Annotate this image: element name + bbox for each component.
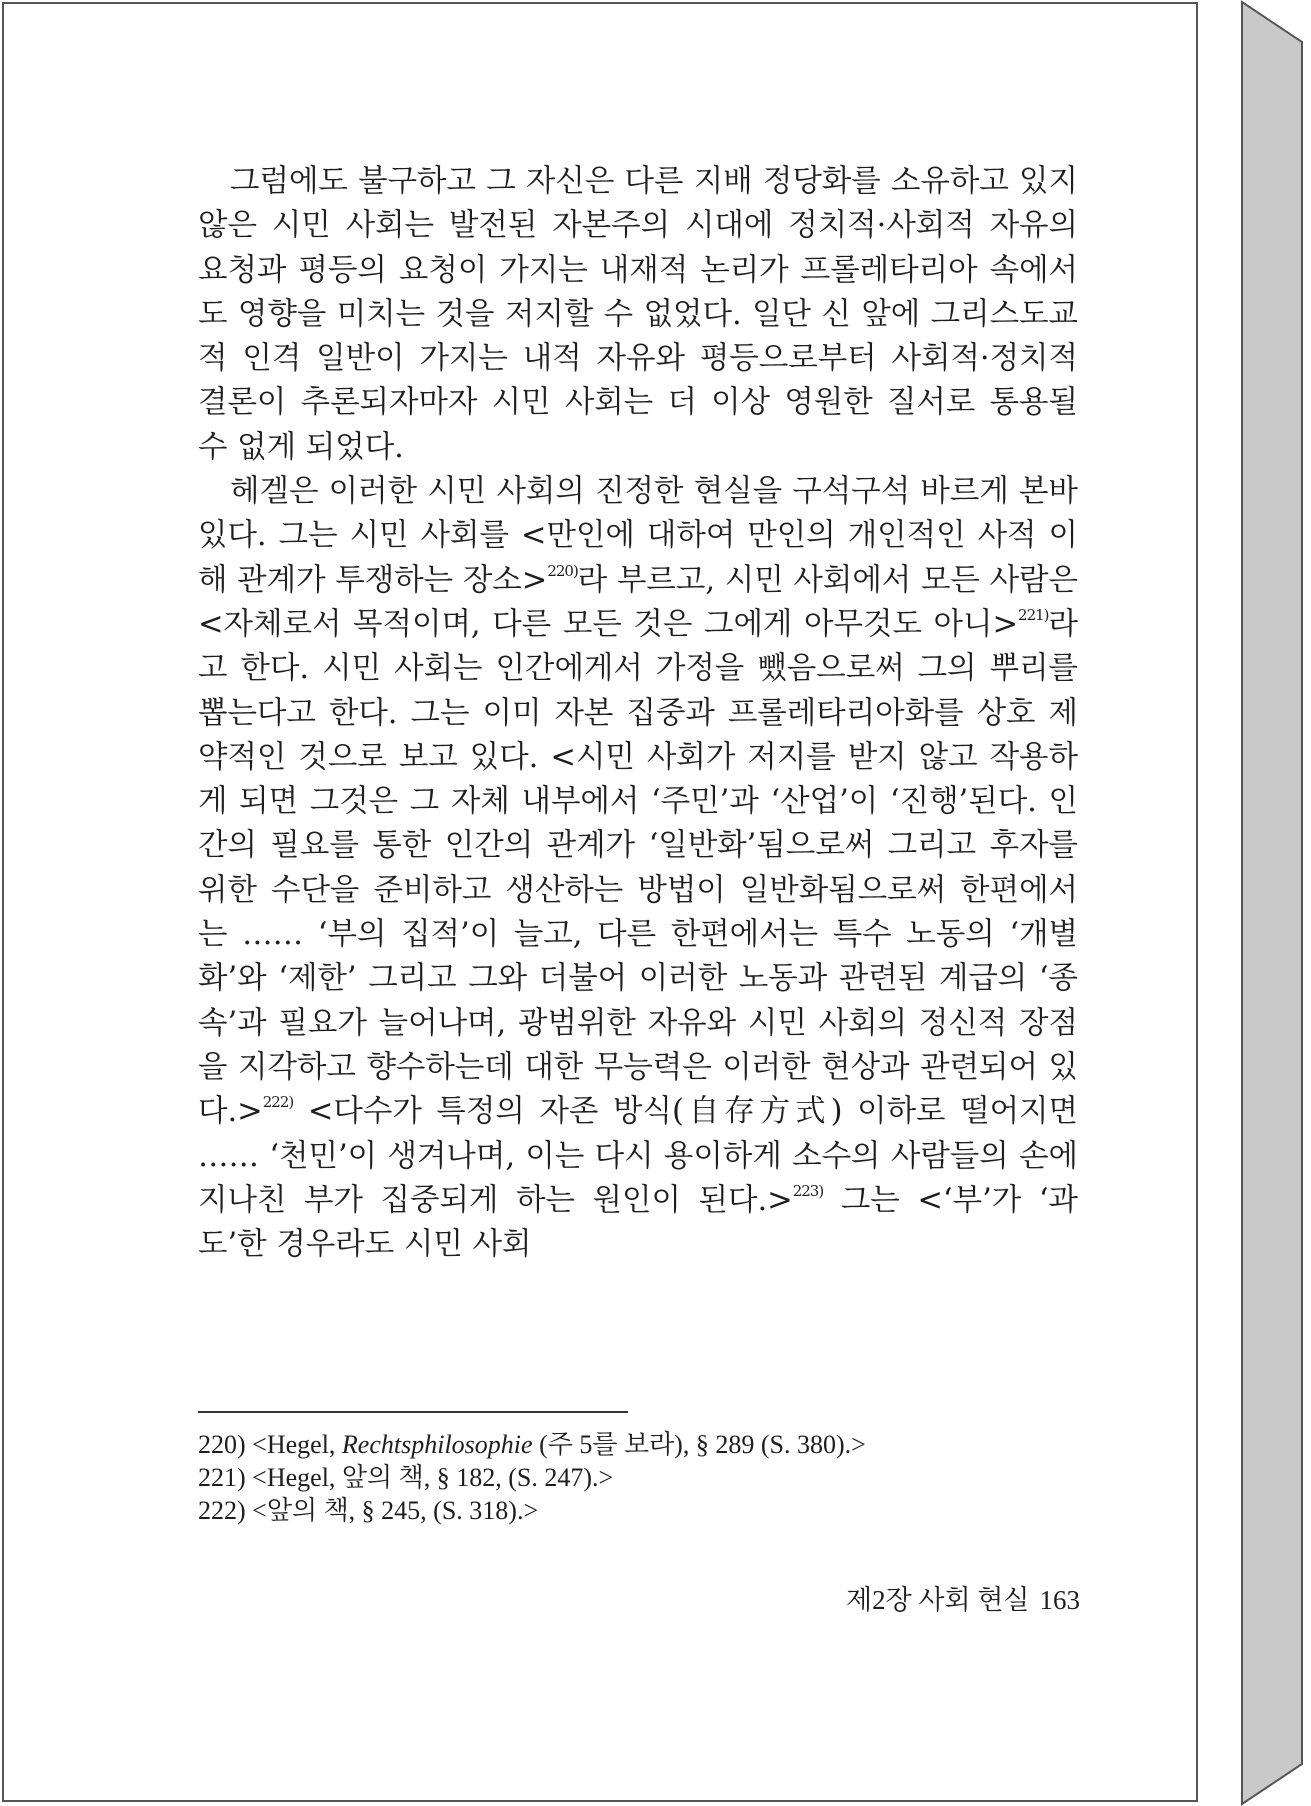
book-spine-shape [1198,0,1310,1806]
footnote-text: (주 5를 보라), § 289 (S. 380).> [532,1430,866,1459]
footnote-ref-220: 220) [547,561,578,580]
footnote-number: 221) [198,1463,246,1492]
paragraph-2-text-e: 그는 <‘부’가 ‘과도’한 경우라도 시민 사회 [198,1182,1078,1263]
chapter-title: 제2장 사회 현실 [846,1585,1030,1615]
footnote-book-title: Rechtsphilosophie [341,1430,533,1459]
body-text [198,160,1078,1267]
paragraph-2-text-b: 라 부르고, 시민 사회에서 모든 사람은 <자체로서 목적이며, 다른 모든 것은 그에게 아무것도 아니> [198,562,1078,642]
paragraph-2-text-a: 헤겔은 이러한 시민 사회의 진정한 현실을 구석구석 바르게 본바 있다. 그는 시민 사회를 <만인에 대하여 만인의 개인적인 사적 이해 관계가 투쟁하는 장소> [198,474,1078,598]
footnote-number: 222) [198,1496,246,1525]
paragraph-2 [198,470,1078,1267]
footnote-221 [198,1461,1098,1494]
paragraph-2-text-d: <다수가 특정의 자존 방식(自存方式) 이하로 떨어지면 …… ‘천민’이 생겨나며, 이는 다시 용이하게 소수의 사람들의 손에 지나친 부가 집중되게 하는 원인이 된다.> [198,1094,1078,1218]
footnote-text: <Hegel, [252,1430,342,1459]
footnote-ref-223: 223) [792,1181,824,1200]
paragraph-1: 그럼에도 불구하고 그 자신은 다른 지배 정당화를 소유하고 있지 않은 시민 사회는 발전된 자본주의 시대에 정치적·사회적 자유의 요청과 평등의 요청이 가지는 내재적 논리가 프롤레타리아 속에서도 영향을 미치는 것을 저지할 수 없었다. 일단 신 앞에 그리스도교적 인격 일반이 가지는 내적 자유와 평등으로부터 사회적·정치적 결론이 추론되자마자 시민 사회는 더 이상 영원한 질서로 통용될 수 없게 되었다. [198,164,1078,465]
footnote-number: 220) [198,1430,246,1459]
footnotes [198,1428,1098,1527]
footnote-text: <앞의 책, § 245, (S. 318).> [252,1496,539,1525]
footnote-222 [198,1494,1098,1527]
paragraph-2-text-c: 라고 한다. 시민 사회는 인간에게서 가정을 뺐음으로써 그의 뿌리를 뽑는다고 한다. 그는 이미 자본 집중과 프롤레타리아화를 상호 제약적인 것으로 보고 있다. <시민 사회가 저지를 받지 않고 작용하게 되면 그것은 그 자체 내부에서 ‘주민’과 ‘산업’이 ‘진행’된다. 인간의 필요를 통한 인간의 관계가 ‘일반화’됨으로써 그리고 후자를 위한 수단을 준비하고 생산하는 방법이 일반화됨으로써 한편에서는 …… ‘부의 집적’이 늘고, 다른 한편에서는 특수 노동의 ‘개별화’와 ‘제한’ 그리고 그와 더불어 이러한 노동과 관련된 계급의 ‘종속’과 필요가 늘어나며, 광범위한 자유와 시민 사회의 정신적 장점을 지각하고 향수하는데 대한 무능력은 이러한 현상과 관련되어 있다.> [198,606,1078,1130]
footnote-text: <Hegel, 앞의 책, § 182, (S. 247).> [252,1463,614,1492]
page-number: 163 [1039,1585,1080,1615]
footnote-ref-221: 221) [1018,605,1049,624]
footnote-rule [198,1411,628,1413]
footnote-220 [198,1428,1098,1461]
running-footer [700,1578,1080,1617]
footnote-ref-222: 222) [262,1093,294,1112]
